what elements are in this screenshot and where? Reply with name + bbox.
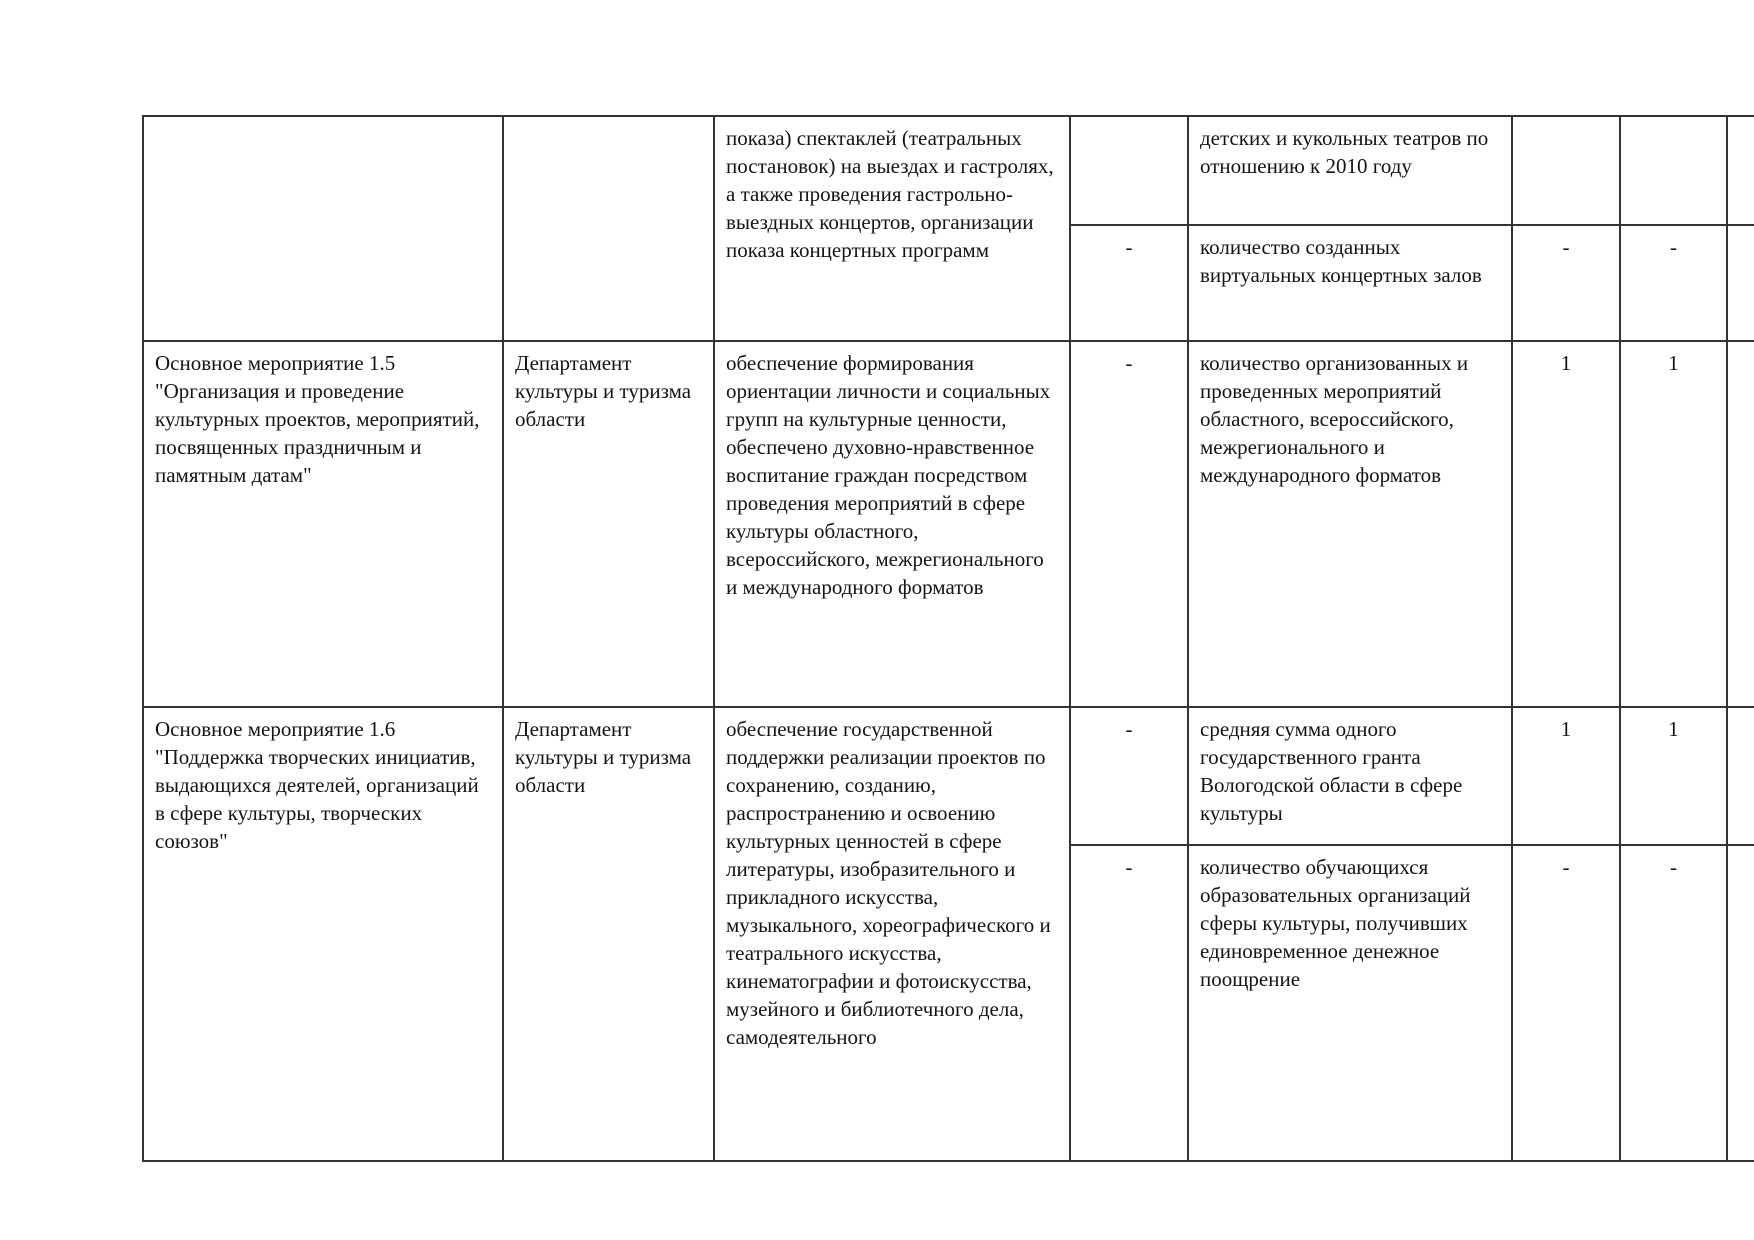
cell-r3a-value-2: 1: [1621, 708, 1728, 846]
cell-r3b-value-3: [1728, 846, 1754, 1162]
cell-r3b-value-1: -: [1513, 846, 1621, 1162]
cell-r3a-value-1: 1: [1513, 708, 1621, 846]
cell-r1-executor: [504, 117, 715, 342]
cell-measure-1-5-indicator: количество организованных и проведенных мероприятий областного, всероссийского, межрегионального и международного форматов: [1189, 342, 1513, 708]
cell-r1a-value-3: [1728, 117, 1754, 226]
cell-measure-1-5-value-2: 1: [1621, 342, 1728, 708]
cell-measure-1-5-value-3: [1728, 342, 1754, 708]
cell-r1b-value-2: -: [1621, 226, 1728, 342]
cell-measure-1-6: Основное мероприятие 1.6 "Поддержка творческих инициатив, выдающихся деятелей, организаций в сфере культуры, творческих союзов": [144, 708, 504, 1162]
cell-r3b-value-2: -: [1621, 846, 1728, 1162]
cell-measure-1-5-executor: Департамент культуры и туризма области: [504, 342, 715, 708]
cell-measure-1-5-result: обеспечение формирования ориентации личности и социальных групп на культурные ценности, обеспечено духовно-нравственное воспитание граждан посредством проведения мероприятий в сфере культуры областного, всероссийского, межрегионального и международного форматов: [715, 342, 1071, 708]
cell-measure-1-6-executor: Департамент культуры и туризма области: [504, 708, 715, 1162]
cell-r3b-indicator: количество обучающихся образовательных организаций сферы культуры, получивших единовременное денежное поощрение: [1189, 846, 1513, 1162]
cell-r1a-value-1: [1513, 117, 1621, 226]
cell-r1-measure: [144, 117, 504, 342]
cell-r1-result-text: показа) спектаклей (театральных постановок) на выездах и гастролях, а также проведения гастрольно-выездных концертов, организации показа концертных программ: [715, 117, 1071, 342]
cell-measure-1-6-result: обеспечение государственной поддержки реализации проектов по сохранению, созданию, распространению и освоению культурных ценностей в сфере литературы, изобразительного и прикладного искусства, музыкального, хореографического и театрального искусства, кинематографии и фотоискусства, музейного и библиотечного дела, самодеятельного: [715, 708, 1071, 1162]
cell-r3a-indicator: средняя сумма одного государственного гранта Вологодской области в сфере культуры: [1189, 708, 1513, 846]
cell-r1b-mark: -: [1071, 226, 1189, 342]
cell-r1a-value-2: [1621, 117, 1728, 226]
cell-r3a-mark: -: [1071, 708, 1189, 846]
cell-r1a-indicator: детских и кукольных театров по отношению к 2010 году: [1189, 117, 1513, 226]
cell-measure-1-5: Основное мероприятие 1.5 "Организация и проведение культурных проектов, мероприятий, посвященных праздничным и памятным датам": [144, 342, 504, 708]
cell-r1a-mark: [1071, 117, 1189, 226]
cell-r1b-value-1: -: [1513, 226, 1621, 342]
cell-r1b-value-3: [1728, 226, 1754, 342]
cell-r3b-mark: -: [1071, 846, 1189, 1162]
program-measures-table: [142, 115, 1754, 1162]
cell-r1b-indicator: количество созданных виртуальных концертных залов: [1189, 226, 1513, 342]
cell-r3a-value-3: [1728, 708, 1754, 846]
cell-measure-1-5-value-1: 1: [1513, 342, 1621, 708]
cell-measure-1-5-mark: -: [1071, 342, 1189, 708]
